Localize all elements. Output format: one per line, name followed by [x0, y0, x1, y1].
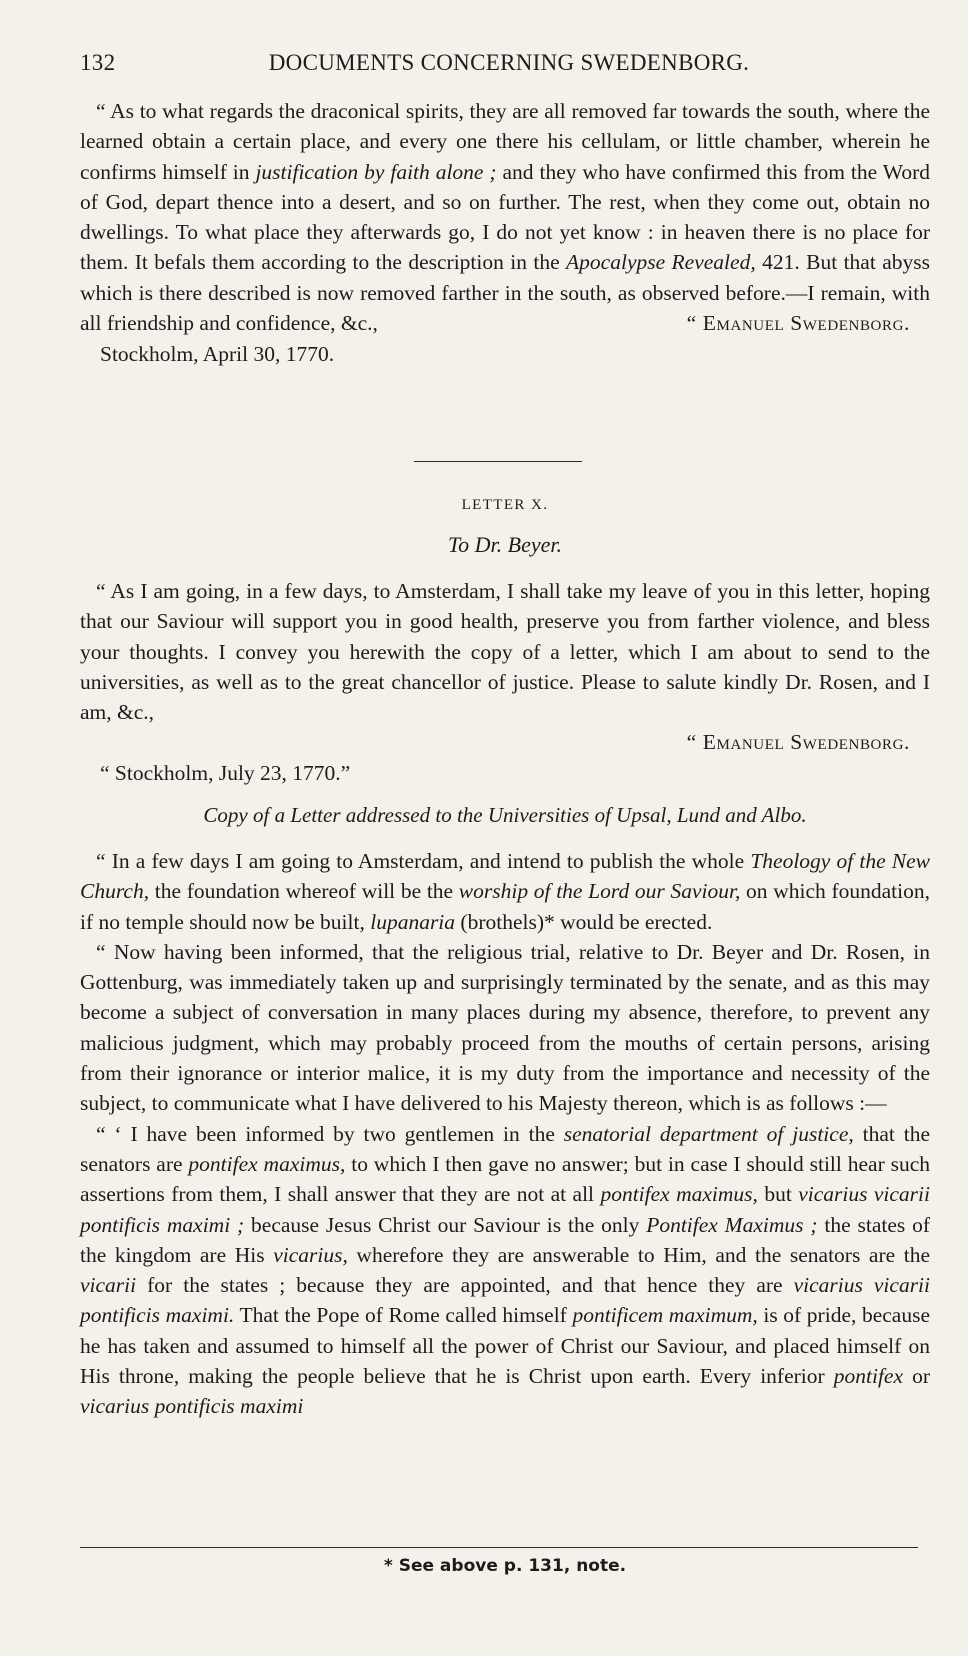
footnote: * See above p. 131, note. [383, 1556, 627, 1576]
running-header [80, 50, 938, 86]
letter-x-body [80, 576, 930, 788]
copy-letter-paragraph-2: “ Now having been informed, that the religious trial, relative to Dr. Beyer and Dr. Rosen, in Gottenburg, was immediately taken up and surprisingly terminated by the senate, and as this may become a subject of conversation in many places during my absence, therefore, to prevent any malicious judgment, which may probably proceed from the mouths of certain persons, arising from their ignorance or interior malice, it is my duty from the importance and necessity of the subject, to communicate what I have delivered to his Majesty thereon, which is as follows :— [80, 939, 930, 1116]
letter-x-paragraph: “ As I am going, in a few days, to Amsterdam, I shall take my leave of you in this letter, hoping that our Saviour will support you in good health, preserve you from farther violence, and bless your thoughts. I convey you herewith the copy of a letter, which I am about to send to the universities, as well as to the great chancellor of justice. Please to salute kindly Dr. Rosen, and I am, &c., [80, 579, 930, 725]
letter-x-dateline: “ Stockholm, July 23, 1770.” [100, 760, 351, 785]
copy-letter-title: Copy of a Letter addressed to the Universities of Upsal, Lund and Albo. [203, 803, 807, 827]
section-divider [414, 461, 582, 462]
letter-ix-signature: “ Emanuel Swedenborg. [686, 311, 910, 336]
letter-x-signature: “ Emanuel Swedenborg. [686, 730, 910, 755]
copy-letter-paragraph-1: “ In a few days I am going to Amsterdam, and intend to publish the whole Theology of the New Church, the foundation whereof will be the worship of the Lord our Saviour, on which foundation, if no temple should now be built, lupanaria (brothels)* would be erected. [80, 849, 930, 934]
letter-ix-closing [80, 96, 930, 369]
page-number: 132 [80, 50, 116, 75]
copy-letter-body [80, 846, 930, 1422]
letter-ix-dateline: Stockholm, April 30, 1770. [100, 341, 335, 366]
letter-ix-paragraph: “ As to what regards the draconical spirits, they are all removed far towards the south, where the learned obtain a certain place, and every one there his cellulam, or little chamber, wherein he confirms himself in justification by faith alone ; and they who have confirmed this from the Word of God, depart thence into a desert, and so on further. The rest, when they come out, obtain no dwellings. To what place they afterwards go, I do not yet know : in heaven there is no place for them. It befals them according to the description in the Apocalypse Revealed, 421. But that abyss which is there described is now removed farther in the south, as observed before.—I remain, with all friendship and confidence, &c., [80, 99, 930, 336]
copy-letter-paragraph-3: “ ‘ I have been informed by two gentlemen in the senatorial department of justice, that the senators are pontifex maximus, to which I then gave no answer; but in case I should still hear such assertions from them, I shall answer that they are not at all pontifex maximus, but vicarius vicarii pontificis maximi ; because Jesus Christ our Saviour is the only Pontifex Maximus ; the states of the kingdom are His vicarius, wherefore they are answerable to Him, and the senators are the vicarii for the states ; because they are appointed, and that hence they are vicarius vicarii pontificis maximi. That the Pope of Rome called himself pontificem maximum, is of pride, because he has taken and assumed to himself all the power of Christ our Saviour, and placed himself on His throne, making the people believe that he is Christ upon earth. Every inferior pontifex or vicarius pontificis maximi [80, 1121, 931, 1419]
letter-x-salutation: To Dr. Beyer. [447, 532, 563, 557]
footnote-rule [80, 1547, 918, 1548]
running-title: DOCUMENTS CONCERNING SWEDENBORG. [268, 50, 750, 75]
letter-x-heading: LETTER X. [461, 497, 549, 513]
